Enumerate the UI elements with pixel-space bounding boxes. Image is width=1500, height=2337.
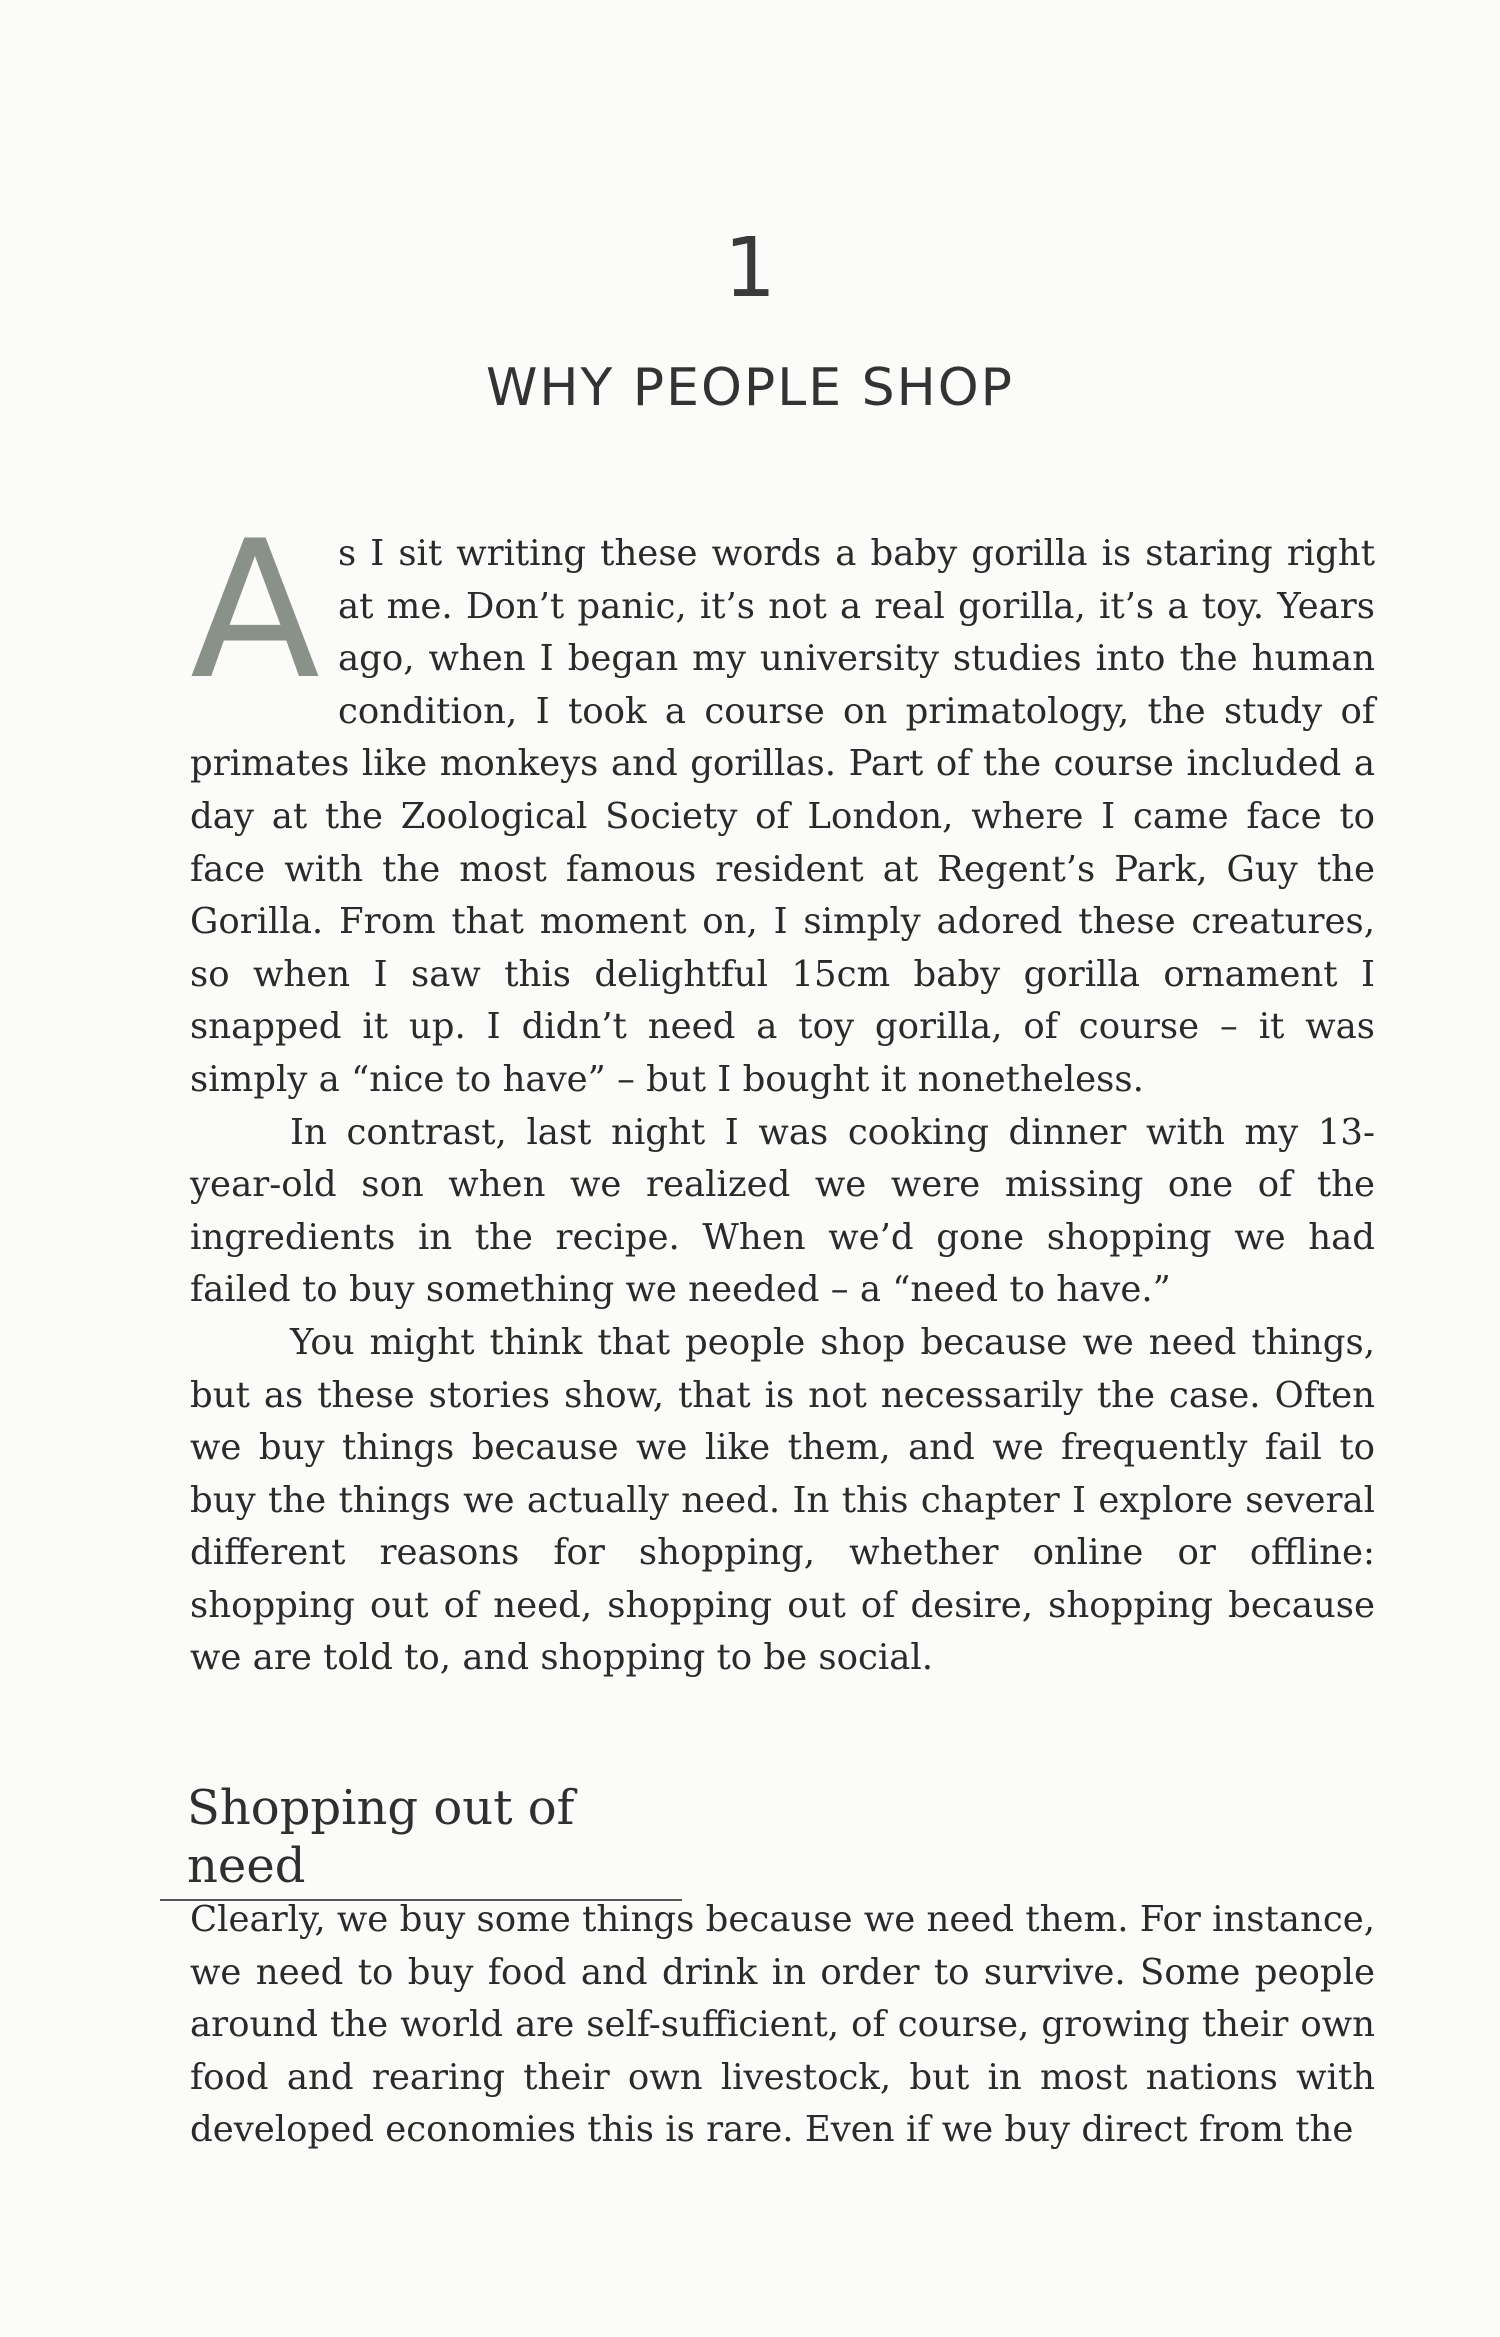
intro-text bbox=[190, 500, 1375, 1685]
intro-paragraph-3: You might think that people shop because we need things, but as these stories show, that is not necessarily the case. Often we buy things because we like them, and we frequently fail to buy the things we actually need. In this chapter I explore several different reasons for shopping, whether online or offline: shopping out of need, shopping out of desire, shopping because we are told to, and shopping to be social. bbox=[190, 1321, 1375, 1679]
intro-paragraph-1-text: s I sit writing these words a baby gorilla is staring right at me. Don’t panic, it’s not a real gorilla, it’s a toy. Years ago, when I began my university studies into the human condition, I took a course on primatology, the study of primates like monkeys and gorillas. Part of the course included a day at the Zoological Society of London, where I came face to face with the most famous resident at Regent’s Park, Guy the Gorilla. From that moment on, I simply adored these creatures, so when I saw this delightful 15cm baby gorilla ornament I snapped it up. I didn’t need a toy gorilla, of course – it was simply a “nice to have” – but I bought it nonetheless. bbox=[190, 533, 1375, 1100]
chapter-title: WHY PEOPLE SHOP bbox=[485, 358, 1015, 418]
intro-paragraph-1 bbox=[190, 500, 1375, 1107]
drop-cap: A bbox=[190, 500, 320, 721]
intro-paragraph-2: In contrast, last night I was cooking dinner with my 13-year-old son when we realized we were missing one of the ingredients in the recipe. When we’d gone shopping we had failed to buy something we needed – a “need to have.” bbox=[190, 1111, 1375, 1311]
section-text bbox=[190, 1894, 1375, 2157]
section-heading: Shopping out of need bbox=[160, 1780, 682, 1901]
section-paragraph-1: Clearly, we buy some things because we need them. For instance, we need to buy food and drink in order to survive. Some people around the world are self-sufficient, of course, growing their own food and rearing their own livestock, but in most nations with developed economies this is rare. Even if we buy direct from the bbox=[190, 1899, 1375, 2151]
chapter-number: 1 bbox=[723, 221, 777, 316]
